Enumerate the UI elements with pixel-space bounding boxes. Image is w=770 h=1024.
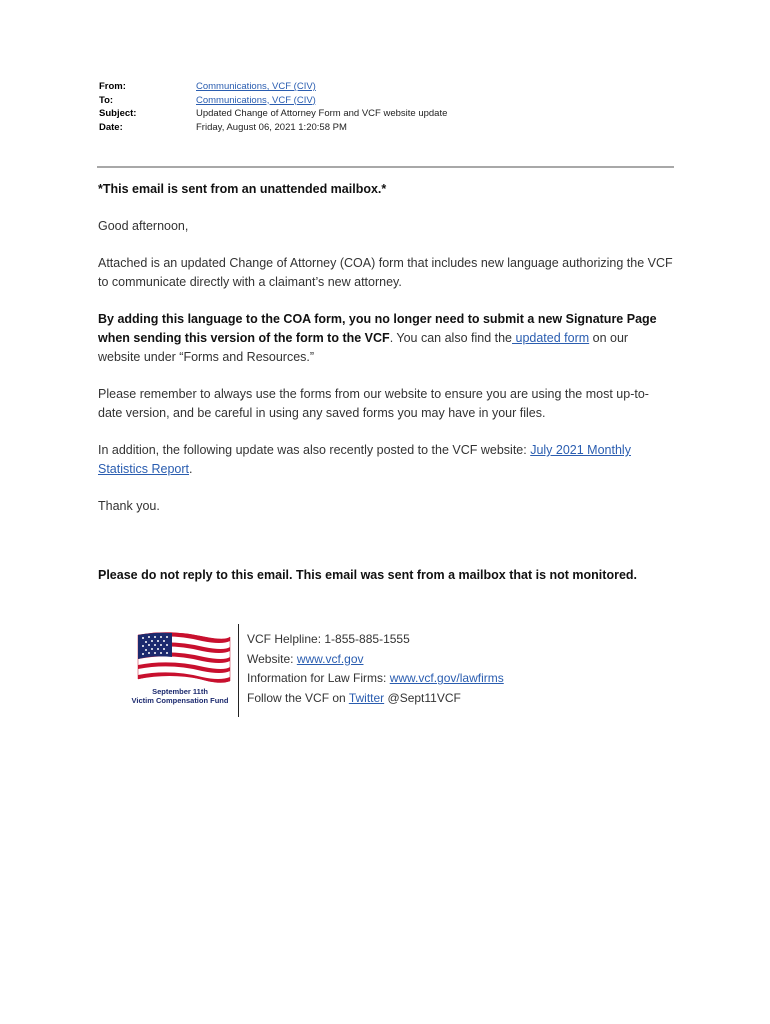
lawfirms-label: Information for Law Firms:: [247, 671, 390, 685]
twitter-handle: @Sept11VCF: [384, 690, 461, 705]
lawfirms-line: [247, 669, 504, 689]
paragraph-signature-page: [98, 310, 673, 367]
signature-divider: [238, 624, 239, 717]
to-value-link[interactable]: Communications, VCF (CIV): [196, 94, 316, 106]
paragraph-coa-form: Attached is an updated Change of Attorney (COA) form that includes new language authorizing the VCF to communicate directly with a claimant’s new attorney.: [98, 256, 673, 289]
signature-block: [110, 624, 570, 719]
follow-line: [247, 689, 504, 709]
lawfirms-link[interactable]: www.vcf.gov/lawfirms: [389, 671, 504, 685]
from-label: From:: [99, 81, 126, 92]
follow-label: Follow the VCF on: [247, 690, 349, 705]
to-label: To:: [99, 94, 114, 106]
website-label: Website:: [247, 651, 297, 666]
header-to-row: [99, 94, 447, 108]
updated-form-link[interactable]: updated form: [512, 331, 590, 345]
header-date-row: [99, 121, 447, 135]
subject-label: Subject:: [99, 108, 137, 119]
website-link[interactable]: www.vcf.gov: [296, 651, 364, 666]
twitter-link[interactable]: Twitter: [348, 690, 385, 705]
from-value-link[interactable]: Communications, VCF (CIV): [196, 81, 316, 92]
helpline: VCF Helpline: 1-855-885-1555: [247, 632, 410, 646]
logo-line-2: Victim Compensation Fund: [131, 696, 229, 705]
unattended-notice: *This email is sent from an unattended mailbox.*: [98, 182, 387, 196]
paragraph2-text-a: . You can also find the: [389, 331, 513, 345]
logo-line-1: September 11th: [152, 687, 208, 696]
paragraph-statistics: [98, 441, 673, 479]
date-label: Date:: [99, 121, 123, 133]
us-flag-icon: [120, 627, 240, 687]
header-divider: [97, 166, 674, 168]
statistics-report-link[interactable]: July 2021 Monthly Statistics Report: [98, 443, 631, 476]
website-line: [247, 650, 504, 670]
paragraph2-text-b: on our website under “Forms and Resources.”: [98, 331, 629, 364]
subject-value: Updated Change of Attorney Form and VCF website update: [196, 108, 448, 119]
email-header: [99, 80, 447, 134]
header-subject-row: [99, 107, 447, 121]
email-body: [98, 180, 673, 534]
signature-page-bold-text: By adding this language to the COA form, you no longer need to submit a new Signature Page when sending this version of the form to the VCF: [98, 312, 657, 345]
vcf-logo: [120, 627, 240, 709]
paragraph4-text: In addition, the following update was also recently posted to the VCF website:: [98, 443, 531, 457]
closing: Thank you.: [98, 499, 160, 513]
paragraph-forms-reminder: Please remember to always use the forms from our website to ensure you are using the most up-to-date version, and be careful in using any saved forms you may have in your files.: [98, 387, 649, 420]
header-from-row: [99, 80, 447, 94]
logo-caption: [120, 687, 240, 705]
date-value: Friday, August 06, 2021 1:20:58 PM: [196, 121, 347, 133]
paragraph4-end: .: [189, 462, 193, 476]
do-not-reply-notice: Please do not reply to this email. This email was sent from a mailbox that is not monitored.: [98, 568, 638, 582]
greeting: Good afternoon,: [98, 219, 189, 233]
signature-contact-lines: [247, 630, 504, 708]
